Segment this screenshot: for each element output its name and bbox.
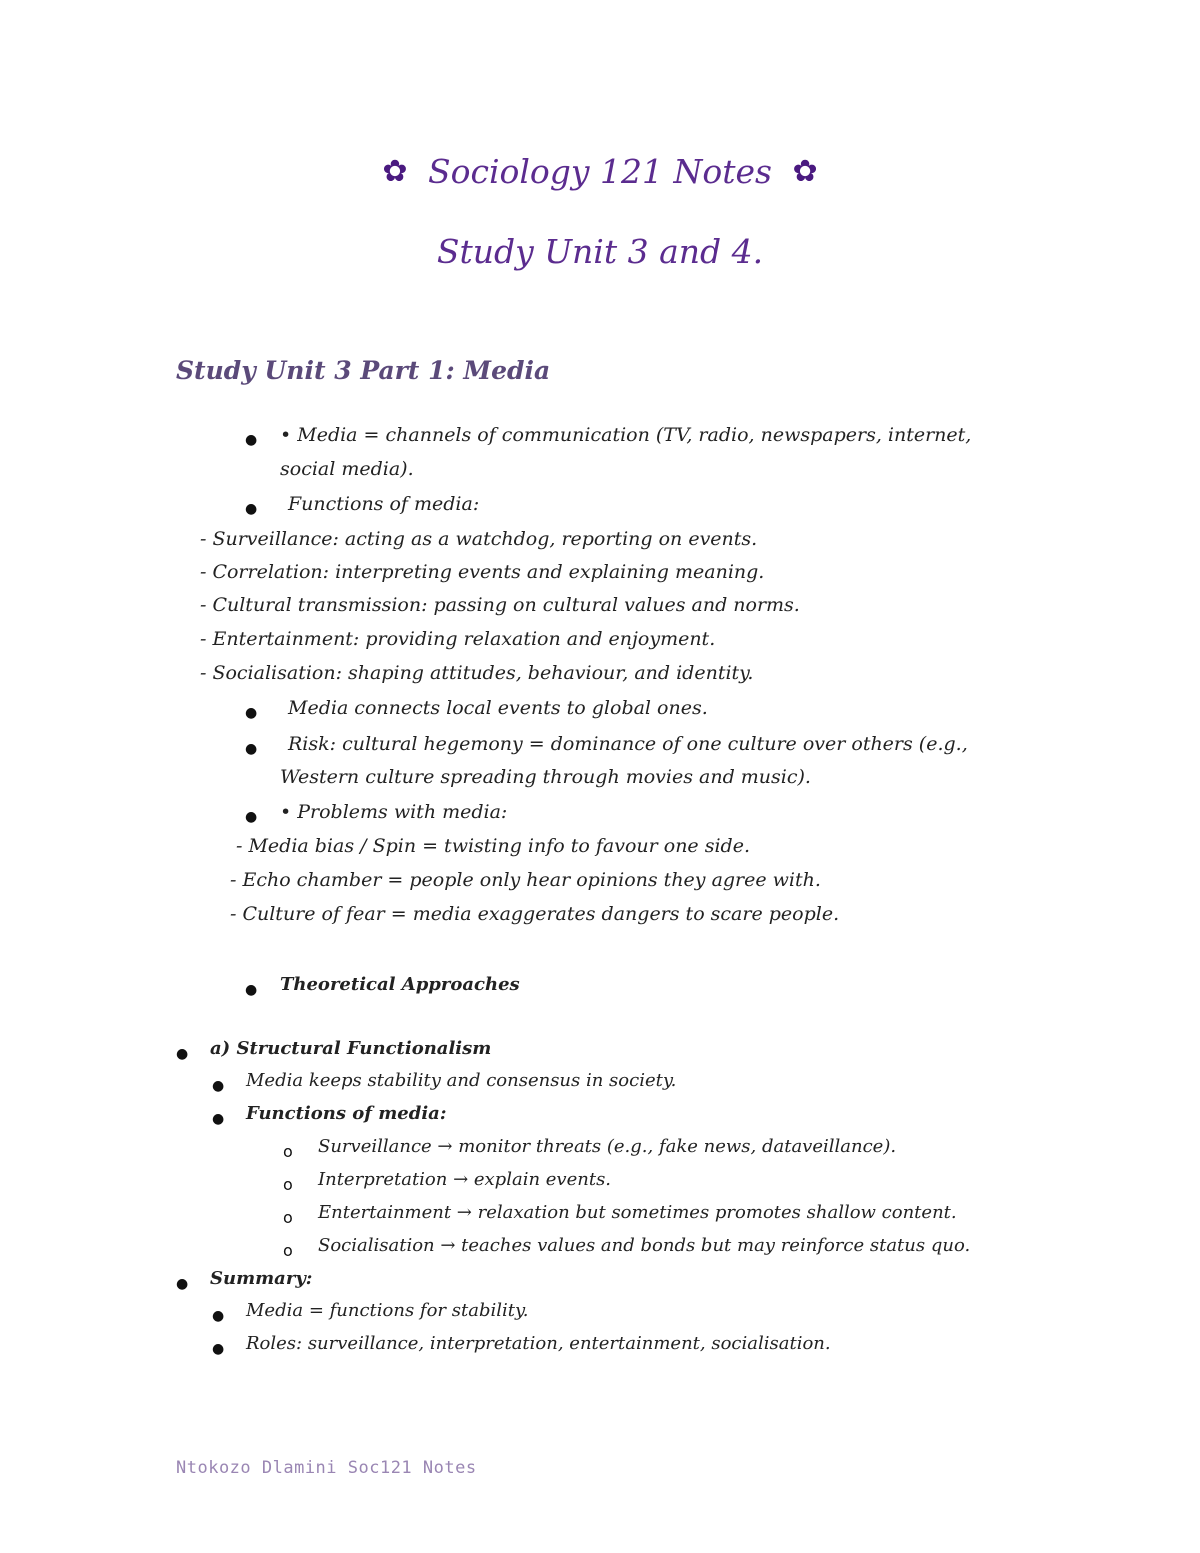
flower-icon: ✿ — [382, 154, 408, 189]
page-subtitle: Study Unit 3 and 4. — [436, 232, 764, 271]
section-heading: Study Unit 3 Part 1: Media — [176, 356, 551, 385]
bullet-icon: ● — [245, 809, 258, 825]
list-item: Roles: surveillance, interpretation, entertainment, socialisation. — [246, 1333, 831, 1354]
list-item: Media keeps stability and consensus in society. — [246, 1070, 677, 1091]
bullet-icon: ● — [212, 1111, 225, 1127]
list-item: Risk: cultural hegemony = dominance of one culture over others (e.g., — [288, 733, 968, 755]
list-item: • Problems with media: — [280, 801, 508, 823]
list-item: Functions of media: — [288, 493, 480, 515]
bullet-icon: ● — [245, 501, 258, 517]
list-item: Socialisation → teaches values and bonds but may reinforce status quo. — [318, 1235, 971, 1256]
list-item: Interpretation → explain events. — [318, 1169, 612, 1190]
list-item: - Media bias / Spin = twisting info to favour one side. — [236, 835, 750, 857]
circle-bullet-icon: o — [283, 1241, 293, 1260]
list-item: - Culture of fear = media exaggerates dangers to scare people. — [230, 903, 840, 925]
list-item: • Media = channels of communication (TV, radio, newspapers, internet, — [280, 424, 972, 446]
bullet-icon: ● — [212, 1078, 225, 1094]
list-item: - Echo chamber = people only hear opinions they agree with. — [230, 869, 821, 891]
list-item: Entertainment → relaxation but sometimes promotes shallow content. — [318, 1202, 957, 1223]
circle-bullet-icon: o — [283, 1175, 293, 1194]
list-item: - Entertainment: providing relaxation and enjoyment. — [200, 628, 716, 650]
subheading: a) Structural Functionalism — [210, 1038, 492, 1059]
list-item: social media). — [280, 458, 414, 480]
list-item: - Surveillance: acting as a watchdog, reporting on events. — [200, 528, 758, 550]
subheading: Summary: — [210, 1268, 313, 1289]
list-item: Functions of media: — [246, 1103, 447, 1124]
circle-bullet-icon: o — [283, 1208, 293, 1227]
bullet-icon: ● — [245, 432, 258, 448]
list-item: Western culture spreading through movies and music). — [280, 766, 811, 788]
list-item: Media connects local events to global ones. — [288, 697, 708, 719]
bullet-icon: ● — [212, 1308, 225, 1324]
bullet-icon: ● — [176, 1046, 189, 1062]
title-text: Sociology 121 Notes — [427, 152, 772, 191]
bullet-icon: ● — [212, 1341, 225, 1357]
bullet-icon: ● — [245, 741, 258, 757]
list-item: Surveillance → monitor threats (e.g., fake news, dataveillance). — [318, 1136, 897, 1157]
flower-icon: ✿ — [792, 154, 818, 189]
list-item: - Cultural transmission: passing on cultural values and norms. — [200, 594, 800, 616]
bullet-icon: ● — [245, 982, 258, 998]
bullet-icon: ● — [176, 1276, 189, 1292]
circle-bullet-icon: o — [283, 1142, 293, 1161]
page-footer: Ntokozo Dlamini Soc121 Notes — [176, 1458, 477, 1478]
list-item: Media = functions for stability. — [246, 1300, 529, 1321]
bullet-icon: ● — [245, 705, 258, 721]
list-item: - Correlation: interpreting events and explaining meaning. — [200, 561, 765, 583]
subheading: Theoretical Approaches — [280, 974, 520, 995]
page-title — [0, 152, 1200, 191]
list-item: - Socialisation: shaping attitudes, behaviour, and identity. — [200, 662, 754, 684]
